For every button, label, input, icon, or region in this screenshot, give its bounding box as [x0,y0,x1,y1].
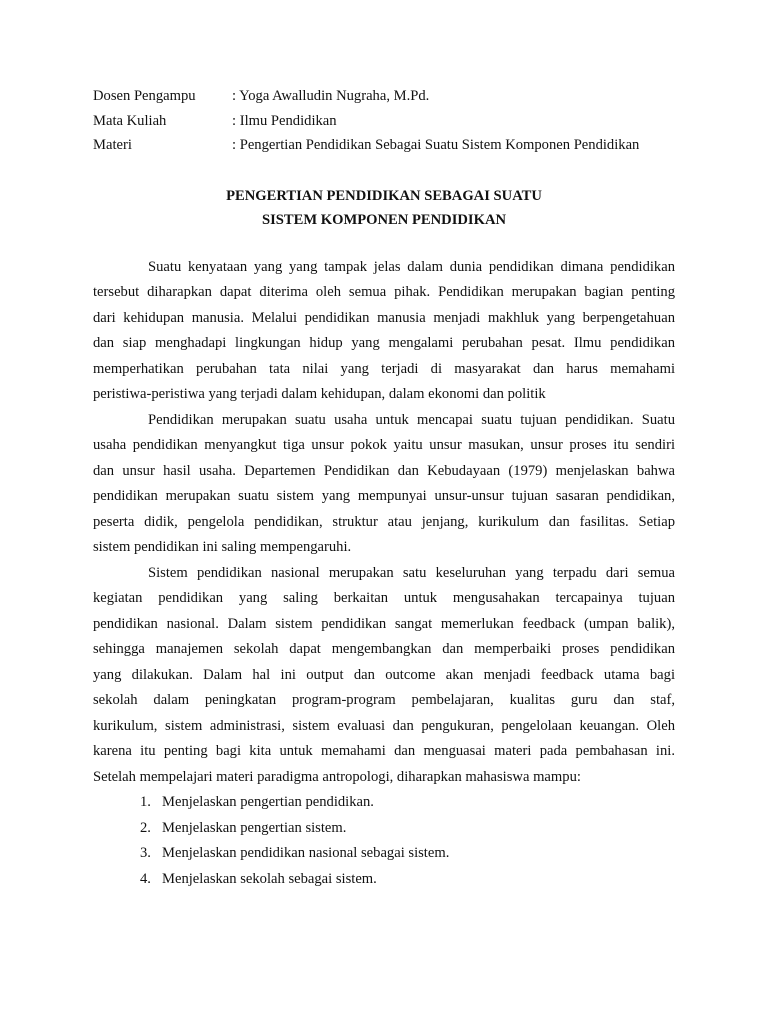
paragraph-line: yang dilakukan. Dalam hal ini output dan outcome akan menjadi feedback utama bagi [93,666,675,683]
topic-label: Materi [93,137,132,153]
paragraph-line: pendidikan merupakan suatu sistem yang mempunyai unsur-unsur tujuan sasaran pendidikan, [93,488,675,504]
objective-item [93,790,675,816]
course-value: : Ilmu Pendidikan [232,112,337,129]
paragraph-line: kegiatan pendidikan yang saling berkaitan untuk mengusahakan tercapainya tujuan [93,590,675,606]
paragraph-line: kurikulum, sistem administrasi, sistem evaluasi dan pengukuran, pengelolaan keuangan. Oleh [93,717,675,734]
paragraph-3 [93,561,675,791]
paragraph-line: Sistem pendidikan nasional merupakan satu keseluruhan yang terpadu dari semua [148,564,675,581]
paragraph-line: dan unsur hasil usaha. Departemen Pendidikan dan Kebudayaan (1979) menjelaskan bahwa [93,462,675,479]
paragraph-line: memperhatikan perubahan tata nilai yang terjadi di masyarakat dan harus memahami [93,360,675,377]
objective-text: Menjelaskan pendidikan nasional sebagai sistem. [162,845,450,861]
paragraph-line: Pendidikan merupakan suatu usaha untuk mencapai suatu tujuan pendidikan. Suatu [148,411,675,428]
document-page [93,84,675,892]
paragraph-line: peserta didik, pengelola pendidikan, struktur atau jenjang, kurikulum dan fasilitas. Setiap [93,513,675,530]
paragraph-line: Suatu kenyataan yang yang tampak jelas dalam dunia pendidikan dimana pendidikan [148,258,675,275]
lecturer-value: : Yoga Awalludin Nugraha, M.Pd. [232,88,430,104]
objective-text: Menjelaskan pengertian sistem. [162,819,347,836]
paragraph-line: dan siap menghadapi lingkungan hidup yang mengalami perubahan pesat. Ilmu pendidikan [93,335,675,351]
paragraph-line: sehingga manajemen sekolah dapat mengembangkan dan memperbaiki proses pendidikan [93,641,675,657]
paragraph-line: sekolah dalam peningkatan program-program pembelajaran, kualitas guru dan staf, [93,692,675,708]
title-line-2: SISTEM KOMPONEN PENDIDIKAN [261,211,507,228]
paragraph-line: peristiwa-peristiwa yang terjadi dalam kehidupan, dalam ekonomi dan politik [93,386,546,402]
paragraph-line: pendidikan nasional. Dalam sistem pendidikan sangat memerlukan feedback (umpan balik), [93,615,675,632]
topic-value: : Pengertian Pendidikan Sebagai Suatu Sistem Komponen Pendidikan [232,137,640,153]
course-row [93,109,675,134]
objective-item [93,867,675,893]
paragraph-2 [93,408,675,561]
objective-number: 2. [140,819,151,836]
document-body [93,255,675,893]
course-label: Mata Kuliah [93,112,167,129]
lecturer-label: Dosen Pengampu [93,88,196,104]
paragraph-line: Setelah mempelajari materi paradigma antropologi, diharapkan mahasiswa mampu: [93,768,581,785]
objective-item [93,816,675,842]
paragraph-line: usaha pendidikan menyangkut tiga unsur pokok yaitu unsur masukan, unsur proses itu sendiri [93,437,675,453]
course-info [93,84,675,158]
paragraph-line: tersebut diharapkan dapat diterima oleh semua pihak. Pendidikan merupakan bagian penting [93,284,675,300]
objective-text: Menjelaskan sekolah sebagai sistem. [162,870,377,887]
lecturer-row [93,84,675,109]
title-line-1: PENGERTIAN PENDIDIKAN SEBAGAI SUATU [226,187,542,204]
paragraph-line: karena itu penting bagi kita untuk memahami dan menguasai materi pada pembahasan ini. [93,743,675,759]
paragraph-1 [93,255,675,408]
objectives-list [93,790,675,892]
objective-number: 1. [140,794,151,810]
paragraph-line: sistem pendidikan ini saling mempengaruhi. [93,539,352,555]
paragraph-line: dari kehidupan manusia. Melalui pendidikan manusia menjadi makhluk yang berpengetahuan [93,309,675,326]
document-title [93,184,675,232]
objective-item [93,841,675,867]
objective-number: 3. [140,845,151,861]
topic-row [93,133,675,158]
objective-text: Menjelaskan pengertian pendidikan. [162,794,374,810]
objective-number: 4. [140,870,151,887]
